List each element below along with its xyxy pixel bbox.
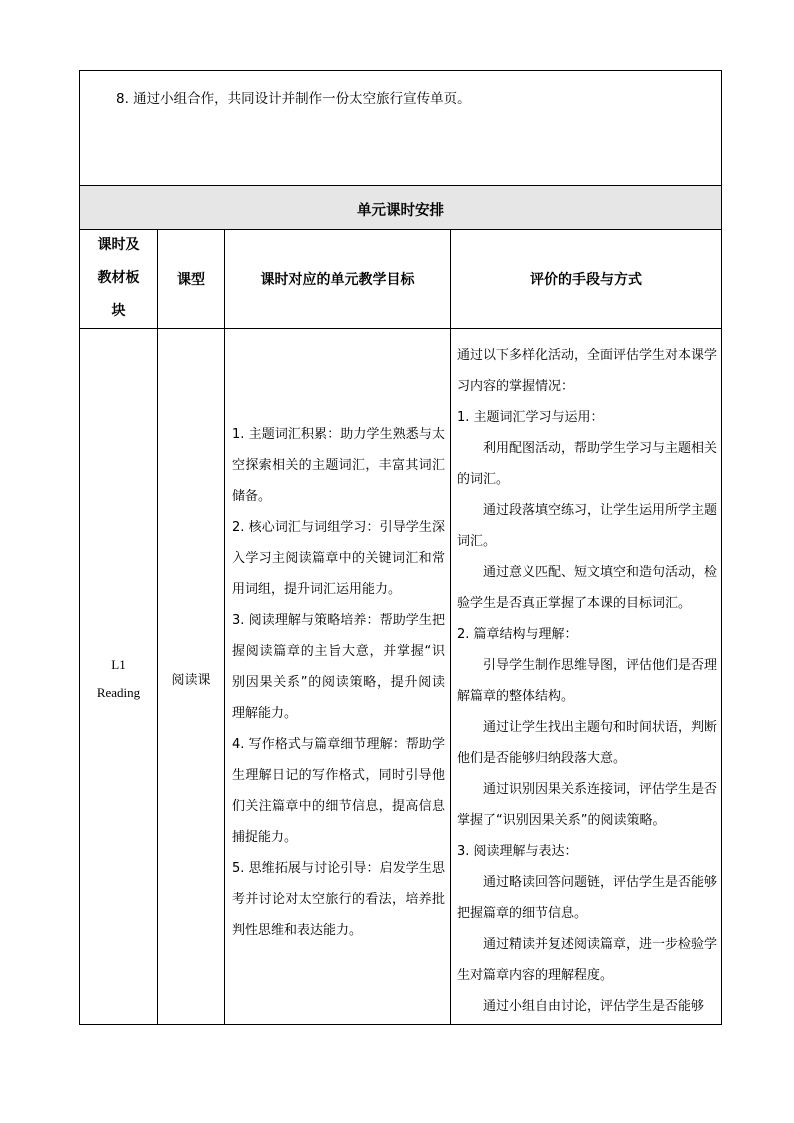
evaluation-paragraph: 通过意义匹配、短文填空和造句活动，检验学生是否真正掌握了本课的目标词汇。 xyxy=(457,565,718,611)
evaluation-paragraph: 通过让学生找出主题句和时间状语，判断他们是否能够归纳段落大意。 xyxy=(457,720,718,766)
section-title: 单元课时安排 xyxy=(357,203,444,219)
evaluation-paragraph: 通过段落填空练习，让学生运用所学主题词汇。 xyxy=(457,503,718,549)
evaluation-paragraph: 通过小组自由讨论，评估学生是否能够 xyxy=(483,999,705,1014)
goal-item: 4. 写作格式与篇章细节理解：帮助学生理解日记的写作格式，同时引导他们关注篇章中的细节信息，提高信息捕捉能力。 xyxy=(232,737,445,845)
lesson-type: 阅读课 xyxy=(171,673,211,688)
goal-item: 3. 阅读理解与策略培养：帮助学生把握阅读篇章的主旨大意，并掌握“识别因果关系”的阅读策略，提升阅读理解能力。 xyxy=(232,613,445,721)
header-lesson-type: 课型 xyxy=(177,271,205,288)
lesson-plan-table xyxy=(79,70,722,1025)
evaluation-paragraph: 通过精读并复述阅读篇章，进一步检验学生对篇章内容的理解程度。 xyxy=(457,937,718,983)
table-header-row xyxy=(80,229,721,328)
evaluation-text xyxy=(457,340,717,1022)
column-divider xyxy=(224,229,225,1025)
column-divider xyxy=(157,229,158,1025)
goals-list xyxy=(232,419,445,946)
header-unit-goals: 课时对应的单元教学目标 xyxy=(260,271,415,288)
evaluation-paragraph: 利用配图活动，帮助学生学习与主题相关的词汇。 xyxy=(457,441,718,487)
header-lesson-section: 课时及教材板块 xyxy=(97,237,140,319)
lesson-cell xyxy=(80,329,157,1025)
evaluation-paragraph: 通过略读回答问题链，评估学生是否能够把握篇章的细节信息。 xyxy=(457,875,718,921)
column-divider xyxy=(450,229,451,1025)
goal-item: 5. 思维拓展与讨论引导：启发学生思考并讨论对太空旅行的看法，培养批判性思维和表达能力。 xyxy=(232,861,445,938)
goals-cell xyxy=(225,329,450,1025)
section-banner xyxy=(80,186,721,229)
intro-row xyxy=(80,71,721,185)
table-row xyxy=(80,329,721,1025)
evaluation-heading: 2. 篇章结构与理解： xyxy=(457,627,578,642)
unit-goal-item-8: 8. 通过小组合作，共同设计并制作一份太空旅行宣传单页。 xyxy=(116,91,471,107)
evaluation-heading: 1. 主题词汇学习与运用： xyxy=(457,410,604,425)
evaluation-cell xyxy=(451,329,721,1025)
evaluation-paragraph: 通过识别因果关系连接词，评估学生是否掌握了“识别因果关系”的阅读策略。 xyxy=(457,782,718,828)
goal-item: 1. 主题词汇积累：助力学生熟悉与太空探索相关的主题词汇，丰富其词汇储备。 xyxy=(232,427,445,504)
evaluation-intro: 通过以下多样化活动，全面评估学生对本课学习内容的掌握情况： xyxy=(457,348,718,394)
lesson-type-cell xyxy=(158,329,224,1025)
goal-item: 2. 核心词汇与词组学习：引导学生深入学习主阅读篇章中的关键词汇和常用词组，提升词汇运用能力。 xyxy=(232,520,445,597)
evaluation-heading: 3. 阅读理解与表达： xyxy=(457,844,578,859)
lesson-number: L1 xyxy=(111,657,126,672)
evaluation-paragraph: 引导学生制作思维导图，评估他们是否理解篇章的整体结构。 xyxy=(457,658,718,704)
header-evaluation: 评价的手段与方式 xyxy=(530,271,642,288)
lesson-name: Reading xyxy=(96,685,141,700)
